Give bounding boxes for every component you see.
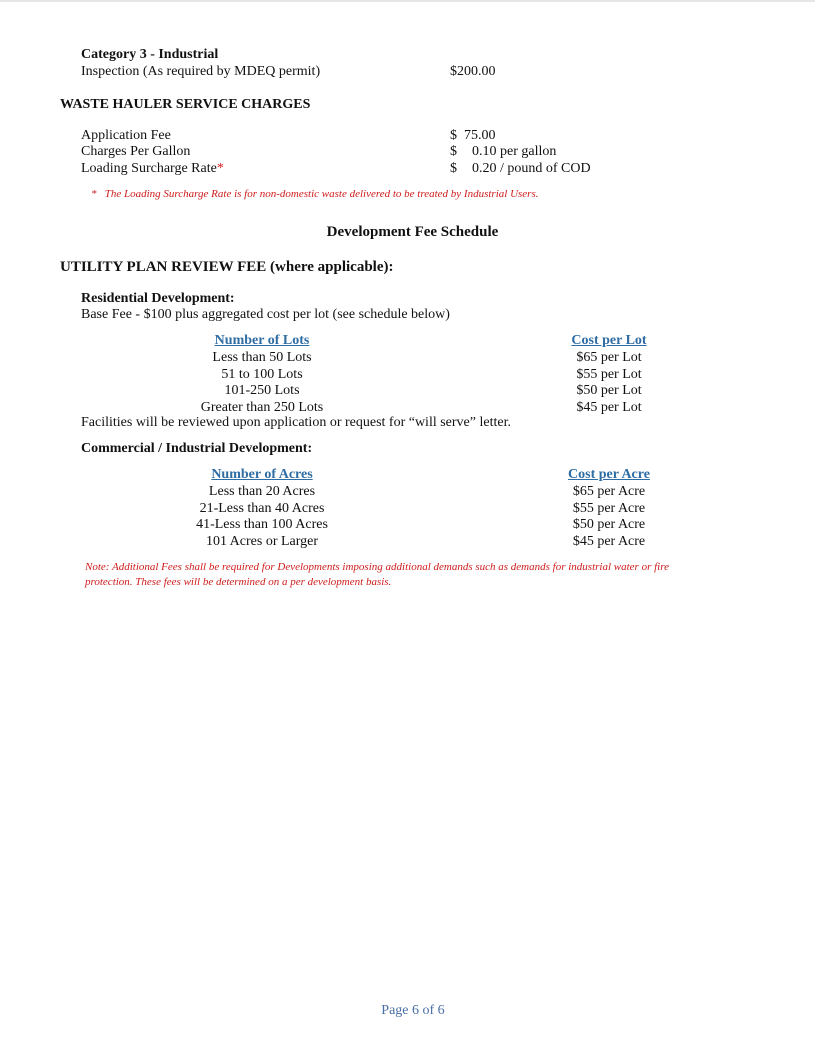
- lots-range-3: 101-250 Lots: [224, 383, 300, 399]
- inspection-label: Inspection (As required by MDEQ permit): [81, 64, 321, 79]
- application-fee-label: Application Fee: [81, 128, 171, 143]
- commercial-heading: Commercial / Industrial Development:: [81, 441, 313, 456]
- residential-heading: Residential Development:: [81, 291, 235, 306]
- lots-range-4: Greater than 250 Lots: [200, 400, 324, 416]
- loading-surcharge-label: [81, 161, 224, 177]
- charges-per-gallon-label: Charges Per Gallon: [81, 144, 191, 159]
- category-3-heading: Category 3 - Industrial: [81, 47, 219, 62]
- loading-surcharge-currency: $: [450, 161, 457, 176]
- acres-column: [142, 467, 382, 551]
- inspection-value: $200.00: [450, 64, 496, 79]
- application-fee-currency: $: [450, 128, 457, 143]
- acre-cost-3: $50 per Acre: [572, 517, 646, 533]
- loading-surcharge-value: 0.20 / pound of COD: [472, 161, 591, 176]
- loading-surcharge-footnote: [91, 187, 538, 202]
- lots-column-header: Number of Lots: [214, 333, 310, 348]
- cost-per-acre-column: [544, 467, 674, 551]
- charges-per-gallon-currency: $: [450, 144, 457, 159]
- charges-per-gallon-value: 0.10 per gallon: [472, 144, 557, 159]
- acres-range-3: 41-Less than 100 Acres: [196, 517, 328, 533]
- acres-range-1: Less than 20 Acres: [208, 483, 316, 499]
- additional-fees-note-line-1: Note: Additional Fees shall be required for Developments imposing additional demands such as demands for industrial water or fire: [85, 561, 669, 573]
- lots-range-1: Less than 50 Lots: [212, 349, 312, 365]
- utility-plan-review-heading: UTILITY PLAN REVIEW FEE (where applicable):: [60, 259, 394, 275]
- waste-hauler-heading: WASTE HAULER SERVICE CHARGES: [60, 97, 311, 112]
- additional-fees-note-line-2: protection. These fees will be determined on a per development basis.: [85, 576, 392, 588]
- cost-per-lot-header: Cost per Lot: [571, 333, 647, 348]
- acre-cost-1: $65 per Acre: [572, 483, 646, 499]
- lots-column: [162, 333, 362, 417]
- footnote-text: The Loading Surcharge Rate is for non-domestic waste delivered to be treated by Industrial Users.: [104, 188, 539, 200]
- application-fee-value: 75.00: [464, 128, 496, 143]
- loading-surcharge-asterisk: *: [216, 161, 224, 176]
- acre-cost-4: $45 per Acre: [572, 534, 646, 550]
- footnote-mark: *: [91, 188, 97, 200]
- cost-per-lot-column: [549, 333, 669, 417]
- lot-cost-2: $55 per Lot: [576, 366, 642, 382]
- page-number: Page 6 of 6: [381, 1003, 445, 1018]
- cost-per-acre-header: Cost per Acre: [568, 467, 650, 482]
- loading-surcharge-text: Loading Surcharge Rate: [81, 161, 217, 176]
- acres-column-header: Number of Acres: [211, 467, 313, 482]
- acre-cost-2: $55 per Acre: [572, 500, 646, 516]
- will-serve-note: Facilities will be reviewed upon application or request for “will serve” letter.: [81, 415, 511, 430]
- lot-cost-4: $45 per Lot: [576, 400, 642, 416]
- lot-cost-1: $65 per Lot: [576, 349, 642, 365]
- acres-range-4: 101 Acres or Larger: [205, 534, 319, 550]
- lot-cost-3: $50 per Lot: [576, 383, 642, 399]
- acres-range-2: 21-Less than 40 Acres: [199, 500, 325, 516]
- residential-base-fee: Base Fee - $100 plus aggregated cost per lot (see schedule below): [81, 307, 450, 322]
- development-fee-title: Development Fee Schedule: [326, 224, 499, 240]
- lots-range-2: 51 to 100 Lots: [221, 366, 303, 382]
